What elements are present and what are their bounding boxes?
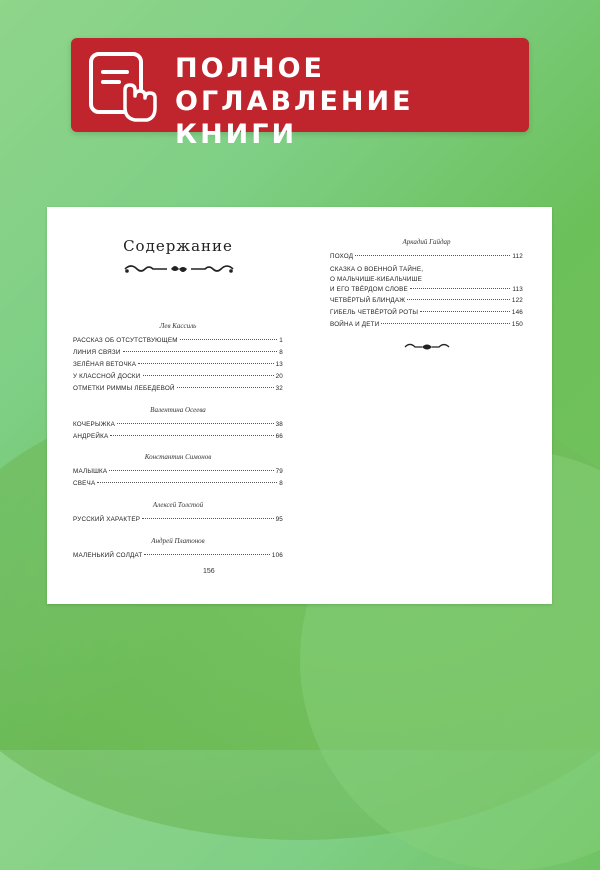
entry-title: ГИБЕЛЬ ЧЕТВЁРТОЙ РОТЫ (330, 309, 419, 316)
entry-title: ВОЙНА И ДЕТИ (330, 321, 380, 328)
toc-entry (73, 478, 283, 490)
entry-page: 150 (511, 321, 523, 328)
banner-title (175, 52, 529, 151)
entry-title-line: И ЕГО ТВЁРДОМ СЛОВЕ (330, 286, 408, 293)
dot-leader (142, 518, 273, 519)
toc-entry (330, 251, 523, 263)
toc-entry (330, 295, 523, 307)
toc-entry (330, 265, 523, 295)
book-spread (47, 207, 552, 604)
section-gaidar (330, 238, 523, 331)
dot-leader (123, 351, 278, 352)
entry-title: ЗЕЛЁНАЯ ВЕТОЧКА (73, 361, 137, 368)
entry-page: 38 (275, 421, 283, 428)
entry-page: 8 (279, 480, 283, 487)
dot-leader (138, 363, 273, 364)
author-name: Аркадий Гайдар (402, 238, 451, 246)
entry-title: МАЛЕНЬКИЙ СОЛДАТ (73, 552, 143, 559)
toc-entry (73, 371, 283, 383)
section-oseeva (73, 406, 283, 443)
section-simonov (73, 453, 283, 490)
promo-banner (71, 38, 529, 150)
toc-entry (73, 335, 283, 347)
dot-leader (407, 299, 510, 300)
dot-leader (177, 387, 274, 388)
toc-entry (73, 359, 283, 371)
author-name: Алексей Толстой (152, 501, 204, 509)
entry-page: 106 (271, 552, 283, 559)
dot-leader (180, 339, 278, 340)
ornament-small-icon (404, 342, 450, 352)
dot-leader (381, 323, 509, 324)
toc-entry (330, 319, 523, 331)
toc-entry (73, 431, 283, 443)
page-number: 156 (203, 568, 215, 575)
dot-leader (109, 470, 273, 471)
entry-title-line: О МАЛЬЧИШЕ-КИБАЛЬЧИШЕ (330, 276, 422, 283)
dot-leader (110, 435, 273, 436)
toc-entry (330, 307, 523, 319)
entry-title: ПОХОД (330, 253, 354, 260)
entry-title: ЧЕТВЁРТЫЙ БЛИНДАЖ (330, 297, 406, 304)
entry-title: ЛИНИЯ СВЯЗИ (73, 349, 121, 356)
entry-page: 1 (279, 337, 283, 344)
dot-leader (143, 375, 274, 376)
toc-entry (73, 347, 283, 359)
toc-entry (73, 383, 283, 395)
dot-leader (355, 255, 510, 256)
entry-page: 122 (511, 297, 523, 304)
entry-title: РУССКИЙ ХАРАКТЕР (73, 516, 141, 523)
entry-page: 146 (511, 309, 523, 316)
entry-page: 32 (275, 385, 283, 392)
dot-leader (97, 482, 277, 483)
author-name: Лев Кассиль (159, 322, 197, 330)
section-kassil (73, 322, 283, 395)
section-tolstoy (73, 501, 283, 526)
document-hand-icon (85, 46, 161, 124)
author-name: Андрей Платонов (151, 537, 205, 545)
entry-title-line: СКАЗКА О ВОЕННОЙ ТАЙНЕ, (330, 266, 424, 273)
entry-title: МАЛЫШКА (73, 468, 108, 475)
entry-page: 95 (275, 516, 283, 523)
entry-title: СВЕЧА (73, 480, 96, 487)
dot-leader (410, 288, 510, 289)
entry-page: 66 (275, 433, 283, 440)
entry-page: 112 (512, 253, 523, 260)
dot-leader (144, 554, 269, 555)
banner-line-2: ОГЛАВЛЕНИЕ КНИГИ (175, 86, 414, 150)
entry-title: КОЧЕРЫЖКА (73, 421, 116, 428)
dot-leader (117, 423, 274, 424)
toc-entry (73, 514, 283, 526)
toc-entry (73, 419, 283, 431)
entry-page: 79 (275, 468, 283, 475)
entry-page: 20 (275, 373, 283, 380)
entry-page: 113 (512, 286, 523, 293)
toc-title: Содержание (123, 237, 233, 255)
entry-title: У КЛАССНОЙ ДОСКИ (73, 373, 141, 380)
ornament-divider-icon (123, 262, 235, 276)
author-name: Константин Симонов (144, 453, 212, 461)
entry-title: ОТМЕТКИ РИММЫ ЛЕБЕДЕВОЙ (73, 385, 175, 392)
section-platonov (73, 537, 283, 562)
toc-entry (73, 466, 283, 478)
entry-title: АНДРЕЙКА (73, 433, 109, 440)
toc-entry (73, 550, 283, 562)
entry-title: РАССКАЗ ОБ ОТСУТСТВУЮЩЕМ (73, 337, 178, 344)
banner-line-1: ПОЛНОЕ (175, 53, 325, 84)
entry-page: 8 (279, 349, 283, 356)
author-name: Валентина Осеева (150, 406, 206, 414)
dot-leader (420, 311, 510, 312)
entry-page: 13 (275, 361, 283, 368)
